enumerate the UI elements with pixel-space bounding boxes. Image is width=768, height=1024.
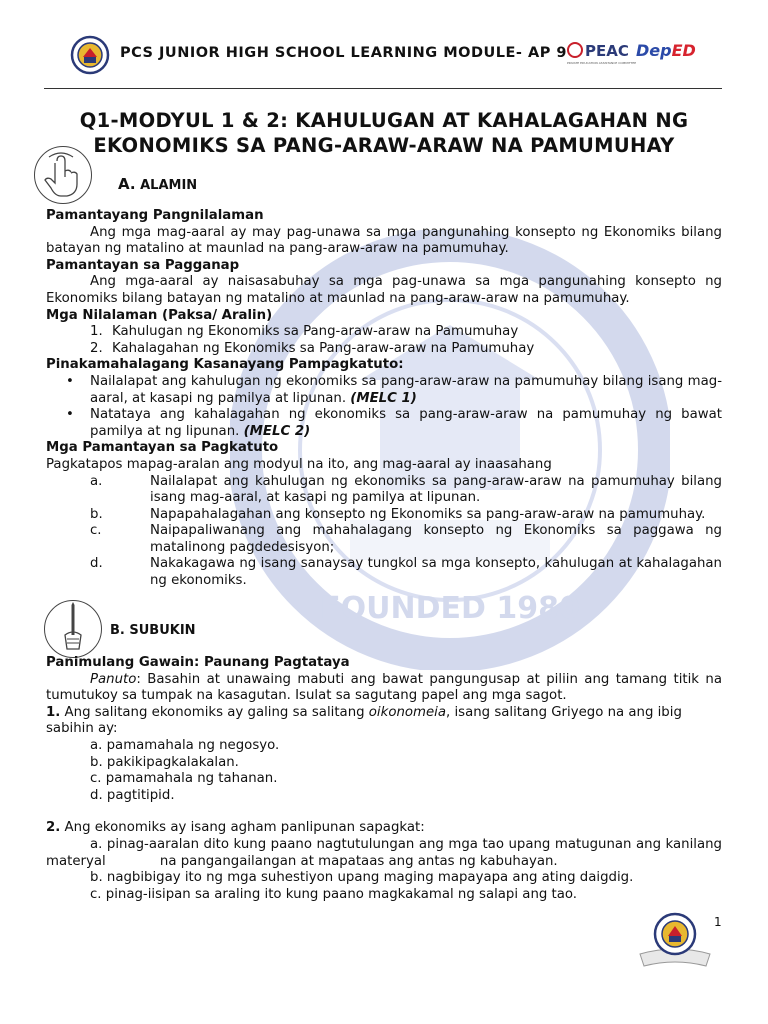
melc-tag: (MELC 2)	[243, 423, 311, 439]
pamantayang-text: Ang mga mag-aaral ay may pag-unawa sa mga pangunahing konsepto ng Ekonomiks bilang batayan ng matalino at maunlad na pang-araw-araw na pamumuhay.	[46, 224, 722, 257]
melc-tag: (MELC 1)	[350, 390, 417, 406]
answer-option: c. pamamahala ng tahanan.	[90, 771, 278, 787]
bullet-icon: •	[66, 407, 74, 423]
gawain-heading: Panimulang Gawain: Paunang Pagtataya	[46, 655, 350, 670]
answer-option: d. pagtitipid.	[90, 787, 175, 803]
question-text: Ang ekonomiks ay isang agham panlipunan sapagkat:	[60, 820, 425, 836]
panuto-text	[46, 672, 722, 705]
list-item-letter: b.	[90, 506, 103, 522]
pagkatuto-heading: Mga Pamantayan sa Pagkatuto	[46, 440, 279, 456]
list-item-letter: a.	[90, 473, 103, 489]
list-item	[46, 374, 722, 407]
pencil-hand-icon	[44, 600, 102, 658]
peac-mark-icon	[567, 42, 583, 58]
deped-logo	[636, 41, 696, 60]
panuto-body: : Basahin at unawaing mabuti ang bawat pangungusap at piliin ang tamang titik na tumutukoy sa tumpak na kasagutan. Isulat sa sagutang papel ang mga sagot.	[46, 671, 722, 704]
module-title-line-1: Q1-MODYUL 1 & 2: KAHULUGAN AT KAHALAGAHAN NG	[79, 109, 689, 132]
list-item-letter: c.	[90, 523, 102, 539]
list-item-letter: d.	[90, 556, 103, 572]
list-item-text: Nailalapat ang kahulugan ng ekonomiks sa pang-araw-araw na pamumuhay bilang isang mag-aaral, at kasapi ng pamilya at lipunan.	[90, 373, 722, 406]
answer-option-text: a. pinag-aaralan dito kung paano nagtutulungan ang mga tao upang matugunan ang kanilang materyal	[46, 836, 722, 869]
section-a-heading	[118, 175, 197, 193]
pagkatuto-intro: Pagkatapos mapag-aralan ang modyul na ito, ang mag-aaral ay inaasahang	[46, 456, 552, 472]
deped-text-b: ED	[671, 41, 696, 60]
module-content-1	[46, 208, 722, 590]
pamantayang-heading: Pamantayang Pangnilalaman	[46, 208, 264, 223]
list-item-number: 2.	[90, 340, 103, 356]
panuto-label: Panuto	[90, 671, 137, 687]
answer-option: c. pinag-iisipan sa araling ito kung paano magkakamal ng salapi ang tao.	[90, 886, 578, 902]
list-item-text: Naipapaliwanang ang mahahalagang konsepto ng Ekonomiks sa paggawa ng matalinong pagdedesisyon;	[150, 523, 722, 555]
peac-logo	[567, 42, 636, 65]
page-header	[0, 0, 768, 90]
section-b-heading: B. SUBUKIN	[110, 623, 196, 638]
question-number: 2.	[46, 820, 61, 836]
watermark-founded-text: FOUNDED 1980	[320, 591, 580, 626]
list-item-number: 1.	[90, 324, 103, 340]
answer-option-text: na pangangailangan at mapataas ang antas ng kabuhayan.	[159, 853, 558, 869]
bullet-icon: •	[66, 373, 74, 389]
answer-option: a. pamamahala ng negosyo.	[90, 737, 280, 753]
deped-text-a: Dep	[636, 41, 672, 60]
list-item	[90, 507, 722, 524]
list-item-text: Nailalapat ang kahulugan ng ekonomiks sa pang-araw-araw na pamumuhay bilang isang mag-aaral, at kasapi ng pamilya at lipunan.	[150, 473, 722, 506]
question-term: oikonomeia	[368, 704, 447, 720]
pagganap-heading: Pamantayan sa Pagganap	[46, 257, 240, 273]
spacer	[46, 804, 722, 820]
pagganap-text: Ang mga-aaral ay naisasabuhay sa mga pag-unawa sa mga pangunahing konsepto ng Ekonomiks bilang batayan ng matalino at maunlad na pang-araw-araw na pamumuhay.	[46, 274, 722, 306]
peac-subtitle: PRIVATE EDUCATION ASSISTANCE COMMITTEE	[567, 61, 637, 65]
module-title	[44, 108, 724, 158]
list-item	[46, 341, 722, 358]
footer-scroll-logo-icon	[636, 908, 714, 970]
question-text: Ang salitang ekonomiks ay galing sa salitang	[60, 704, 369, 720]
list-item	[90, 556, 722, 589]
answer-option: b. nagbibigay ito ng mga suhestiyon upang maging mapayapa ang ating daigdig.	[90, 870, 634, 886]
question-2	[46, 820, 722, 837]
module-content-2	[46, 655, 722, 903]
question-number: 1.	[46, 704, 61, 720]
module-title-line-2: EKONOMIKS SA PANG-ARAW-ARAW NA PAMUMUHAY	[93, 134, 675, 157]
nilalaman-heading: Mga Nilalaman (Paksa/ Aralin)	[46, 307, 273, 323]
list-item	[46, 407, 722, 440]
list-item	[90, 523, 722, 556]
list-item	[90, 474, 722, 507]
question-text: , isang salitang Griyego na ang ibig sabihin ay:	[46, 704, 682, 737]
header-rule	[44, 88, 722, 89]
list-item-text: Nakakagawa ng isang sanaysay tungkol sa mga konsepto, kahulugan at kahalagahan ng ekonomiks.	[150, 556, 722, 589]
list-item-text: Natataya ang kahalagahan ng ekonomiks sa pang-araw-araw na pamumuhay ng bawat pamilya at ng lipunan.	[90, 407, 722, 439]
list-item-text: Kahulugan ng Ekonomiks sa Pang-araw-araw na Pamumuhay	[112, 324, 519, 340]
school-logo-icon	[70, 35, 110, 75]
module-header-title: PCS JUNIOR HIGH SCHOOL LEARNING MODULE- AP 9	[120, 45, 567, 61]
page-number: 1	[714, 915, 722, 929]
question-1	[46, 705, 722, 738]
list-item-text: Napapahalagahan ang konsepto ng Ekonomiks sa pang-araw-araw na pamumuhay.	[150, 506, 706, 522]
list-item-text: Kahalagahan ng Ekonomiks sa Pang-araw-araw na Pamumuhay	[112, 340, 535, 356]
answer-option: b. pakikipagkalakalan.	[90, 754, 239, 770]
kasanayan-heading: Pinakamahalagang Kasanayang Pampagkatuto:	[46, 357, 404, 373]
section-a-label: ALAMIN	[140, 178, 198, 193]
list-item	[46, 324, 722, 341]
answer-option	[46, 837, 722, 870]
section-a-letter: A.	[118, 175, 136, 193]
touch-hand-icon	[34, 146, 92, 204]
peac-text: PEAC	[585, 42, 629, 60]
